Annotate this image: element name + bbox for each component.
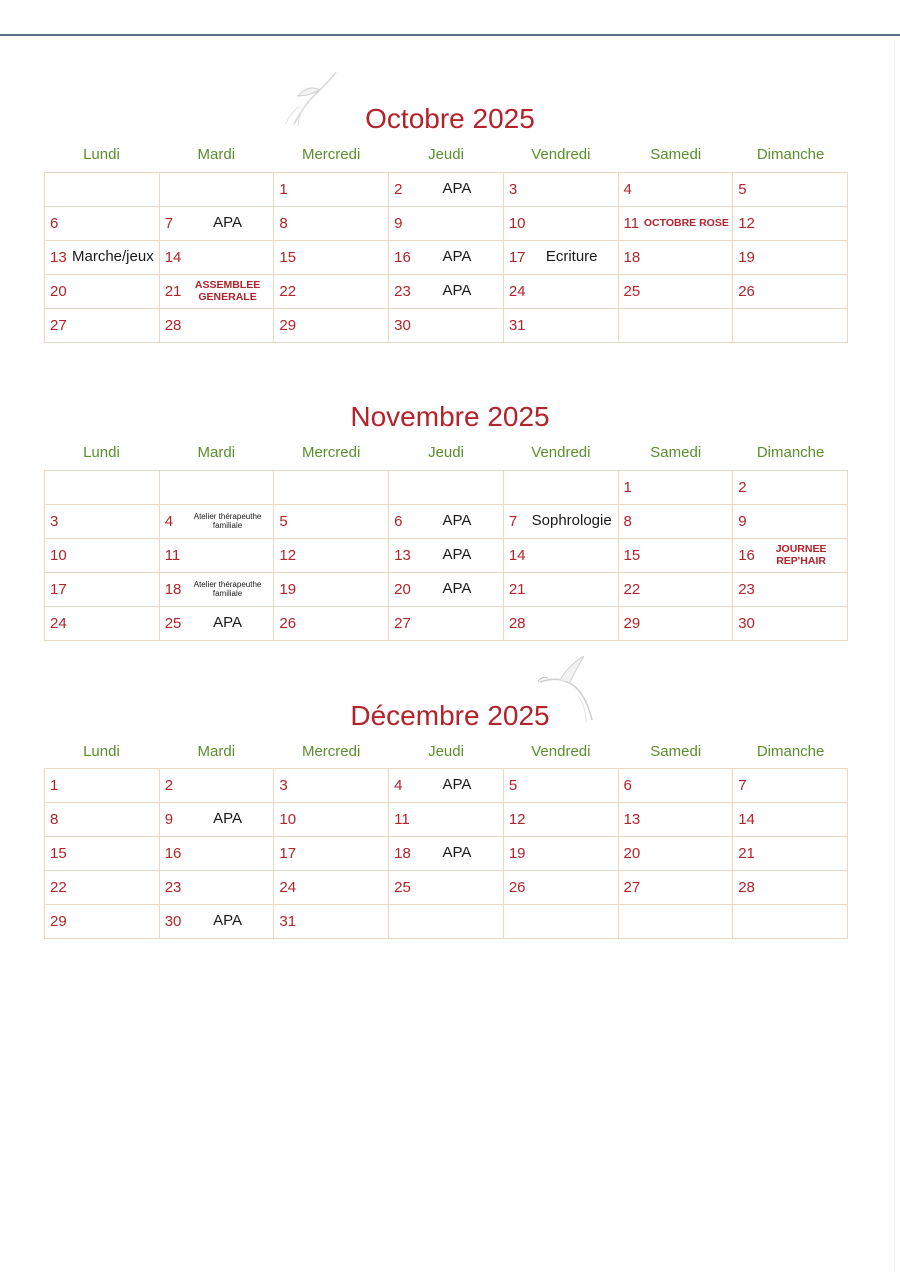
day-cell: [159, 769, 274, 803]
day-cell: [274, 769, 389, 803]
day-number: 7: [738, 777, 747, 794]
day-cell: [274, 607, 389, 641]
event-label: APA: [442, 580, 472, 598]
calendar-week-row: [45, 275, 848, 309]
day-number: 17: [279, 845, 297, 862]
day-number: 30: [738, 615, 755, 632]
day-number: 23: [738, 581, 755, 598]
day-cell: [503, 173, 618, 207]
day-cell: [45, 241, 160, 275]
day-cell: [389, 905, 504, 939]
day-number: 13: [50, 249, 67, 266]
day-number: 21: [508, 581, 526, 598]
day-cell: [159, 241, 274, 275]
day-number: 26: [508, 879, 526, 896]
weekday-header-row: [44, 738, 848, 768]
day-number: 12: [508, 811, 526, 828]
day-number: 15: [623, 547, 641, 564]
day-number: 1: [50, 777, 59, 794]
event-label: APA: [442, 546, 472, 564]
day-cell: [274, 573, 389, 607]
weekday-header-row: [44, 141, 848, 171]
day-number: 13: [394, 547, 411, 564]
day-number: 13: [623, 811, 641, 828]
calendar-week-row: [45, 573, 848, 607]
day-number: 17: [508, 249, 526, 266]
day-number: 2: [164, 777, 174, 794]
day-number: 8: [623, 513, 632, 530]
day-number: 3: [50, 513, 59, 530]
day-number: 10: [279, 811, 297, 828]
day-number: 25: [394, 879, 411, 896]
day-number: 20: [50, 283, 67, 300]
weekday-label: Jeudi: [428, 444, 464, 461]
day-cell: [733, 539, 848, 573]
calendar-week-row: [45, 871, 848, 905]
day-number: 24: [508, 283, 526, 300]
day-cell: [618, 573, 733, 607]
calendar-week-row: [45, 607, 848, 641]
day-cell: [274, 207, 389, 241]
day-cell: [159, 471, 274, 505]
day-cell: [389, 539, 504, 573]
weekday-label: Dimanche: [756, 743, 825, 760]
day-cell: [389, 207, 504, 241]
day-number: 18: [164, 581, 182, 598]
weekday-label: Lundi: [83, 743, 120, 760]
weekday-label: Mardi: [197, 146, 236, 163]
day-number: 31: [508, 317, 526, 334]
day-cell: [274, 173, 389, 207]
day-number: 25: [164, 615, 182, 632]
day-cell: [733, 769, 848, 803]
day-cell: [159, 173, 274, 207]
day-cell: [733, 837, 848, 871]
day-number: 14: [164, 249, 182, 266]
weekday-label: Samedi: [650, 146, 702, 163]
calendar-week-row: [45, 539, 848, 573]
day-cell: [389, 837, 504, 871]
day-cell: [618, 871, 733, 905]
day-cell: [274, 309, 389, 343]
day-number: 14: [508, 547, 526, 564]
day-number: 16: [738, 547, 755, 564]
day-cell: [733, 471, 848, 505]
day-cell: [389, 803, 504, 837]
day-cell: [618, 769, 733, 803]
day-number: 16: [394, 249, 411, 266]
day-number: 30: [164, 913, 182, 930]
event-label: Atelier thérapeuthe familiale: [193, 511, 262, 530]
day-number: 27: [623, 879, 641, 896]
event-label: APA: [213, 214, 242, 232]
event-label: JOURNEE REP'HAIR: [775, 542, 827, 567]
month-title-december: Décembre 2025: [350, 700, 550, 731]
day-cell: [45, 905, 160, 939]
day-cell: [274, 505, 389, 539]
weekday-label: Samedi: [650, 743, 702, 760]
day-cell: [159, 871, 274, 905]
day-cell: [274, 539, 389, 573]
day-number: 30: [394, 317, 411, 334]
day-cell: [503, 207, 618, 241]
day-cell: [618, 539, 733, 573]
day-cell: [618, 275, 733, 309]
weekday-label: Jeudi: [428, 743, 464, 760]
day-number: 28: [738, 879, 755, 896]
event-label: Sophrologie: [531, 512, 612, 530]
day-cell: [503, 275, 618, 309]
day-number: 7: [164, 215, 174, 232]
day-number: 21: [738, 845, 755, 862]
calendar-week-row: [45, 769, 848, 803]
day-number: 20: [623, 845, 641, 862]
day-number: 1: [279, 181, 288, 198]
day-cell: [618, 505, 733, 539]
event-label: Ecriture: [545, 248, 598, 266]
day-cell: [503, 539, 618, 573]
day-cell: [45, 803, 160, 837]
day-number: 9: [738, 513, 747, 530]
day-number: 22: [50, 879, 67, 896]
calendar-week-row: [45, 207, 848, 241]
day-cell: [733, 573, 848, 607]
day-cell: [503, 241, 618, 275]
day-number: 14: [738, 811, 755, 828]
day-cell: [274, 471, 389, 505]
event-label: OCTOBRE ROSE: [643, 216, 729, 229]
day-cell: [389, 275, 504, 309]
calendar-grid-november: [44, 470, 848, 641]
weekday-label: Vendredi: [531, 444, 591, 461]
event-label: APA: [442, 180, 472, 198]
day-number: 22: [623, 581, 641, 598]
day-cell: [389, 573, 504, 607]
day-number: 12: [279, 547, 297, 564]
day-cell: [733, 505, 848, 539]
event-label: APA: [213, 810, 242, 828]
day-cell: [45, 275, 160, 309]
day-cell: [733, 309, 848, 343]
top-rule: [0, 34, 900, 36]
weekday-label: Mercredi: [301, 743, 361, 760]
weekday-label: Dimanche: [756, 444, 825, 461]
day-cell: [733, 241, 848, 275]
calendar-week-row: [45, 173, 848, 207]
day-cell: [159, 275, 274, 309]
day-cell: [389, 607, 504, 641]
day-cell: [503, 471, 618, 505]
day-number: 25: [623, 283, 641, 300]
day-cell: [389, 871, 504, 905]
day-cell: [274, 275, 389, 309]
weekday-label: Lundi: [83, 444, 120, 461]
event-label: APA: [213, 912, 242, 930]
day-cell: [503, 905, 618, 939]
day-number: 20: [394, 581, 411, 598]
calendar-week-row: [45, 309, 848, 343]
calendar-week-row: [45, 837, 848, 871]
day-cell: [159, 309, 274, 343]
day-number: 8: [50, 811, 59, 828]
day-cell: [618, 207, 733, 241]
day-number: 15: [50, 845, 67, 862]
day-cell: [274, 803, 389, 837]
event-label: Marche/jeux: [72, 248, 154, 266]
day-number: 26: [279, 615, 297, 632]
day-number: 3: [279, 777, 288, 794]
event-label: Atelier thérapeuthe familiale: [193, 579, 262, 598]
day-number: 29: [279, 317, 297, 334]
day-cell: [618, 241, 733, 275]
day-number: 28: [508, 615, 526, 632]
day-number: 2: [394, 181, 403, 198]
day-number: 4: [164, 513, 174, 530]
day-cell: [45, 471, 160, 505]
day-number: 17: [50, 581, 67, 598]
day-cell: [389, 471, 504, 505]
day-cell: [45, 539, 160, 573]
day-cell: [45, 871, 160, 905]
day-cell: [733, 607, 848, 641]
day-number: 19: [508, 845, 526, 862]
day-number: 10: [50, 547, 67, 564]
day-number: 11: [394, 811, 410, 828]
event-label: APA: [442, 512, 472, 530]
day-number: 18: [623, 249, 641, 266]
weekday-label: Lundi: [83, 146, 120, 163]
day-cell: [618, 309, 733, 343]
event-label: APA: [213, 614, 242, 632]
day-cell: [45, 309, 160, 343]
day-cell: [389, 241, 504, 275]
day-number: 21: [164, 283, 182, 300]
day-number: 31: [279, 913, 297, 930]
day-cell: [503, 309, 618, 343]
day-number: 16: [164, 845, 182, 862]
day-cell: [503, 837, 618, 871]
calendar-week-row: [45, 803, 848, 837]
day-number: 24: [279, 879, 297, 896]
day-cell: [733, 803, 848, 837]
day-cell: [45, 207, 160, 241]
calendar-week-row: [45, 505, 848, 539]
day-cell: [733, 871, 848, 905]
day-number: 4: [623, 181, 632, 198]
day-number: 23: [164, 879, 182, 896]
day-number: 11: [164, 547, 181, 564]
day-cell: [389, 173, 504, 207]
day-cell: [274, 905, 389, 939]
day-cell: [618, 471, 733, 505]
event-label: APA: [442, 248, 472, 266]
day-cell: [503, 769, 618, 803]
day-cell: [45, 573, 160, 607]
day-number: 19: [738, 249, 755, 266]
day-number: 24: [50, 615, 67, 632]
calendar-grid-december: [44, 768, 848, 939]
day-cell: [618, 837, 733, 871]
day-cell: [159, 837, 274, 871]
day-cell: [159, 207, 274, 241]
day-number: 28: [164, 317, 182, 334]
weekday-label: Vendredi: [531, 146, 591, 163]
day-number: 27: [394, 615, 411, 632]
day-number: 10: [508, 215, 526, 232]
weekday-label: Mardi: [197, 743, 236, 760]
day-cell: [159, 573, 274, 607]
day-cell: [503, 871, 618, 905]
day-cell: [733, 173, 848, 207]
day-number: 5: [738, 181, 747, 198]
day-cell: [159, 905, 274, 939]
day-number: 6: [623, 777, 632, 794]
event-label: APA: [442, 844, 472, 862]
day-cell: [733, 905, 848, 939]
day-cell: [503, 803, 618, 837]
day-cell: [274, 837, 389, 871]
day-cell: [159, 505, 274, 539]
day-cell: [274, 871, 389, 905]
day-number: 6: [50, 215, 59, 232]
weekday-label: Dimanche: [756, 146, 825, 163]
day-cell: [389, 309, 504, 343]
weekday-label: Mardi: [197, 444, 236, 461]
day-number: 2: [738, 479, 747, 496]
day-number: 18: [394, 845, 411, 862]
day-number: 3: [508, 181, 518, 198]
day-number: 8: [279, 215, 288, 232]
day-cell: [45, 769, 160, 803]
day-number: 29: [623, 615, 641, 632]
day-cell: [618, 905, 733, 939]
day-cell: [733, 275, 848, 309]
day-cell: [389, 505, 504, 539]
day-cell: [503, 607, 618, 641]
day-cell: [389, 769, 504, 803]
day-number: 11: [623, 215, 640, 232]
day-number: 1: [623, 479, 632, 496]
day-number: 22: [279, 283, 297, 300]
event-label: APA: [442, 282, 472, 300]
weekday-label: Mercredi: [301, 444, 361, 461]
day-cell: [159, 607, 274, 641]
month-title-november: Novembre 2025: [350, 401, 550, 432]
day-cell: [159, 539, 274, 573]
day-cell: [45, 837, 160, 871]
day-cell: [618, 607, 733, 641]
day-cell: [274, 241, 389, 275]
weekday-label: Vendredi: [531, 743, 591, 760]
month-title-october: Octobre 2025: [365, 103, 535, 134]
event-label: APA: [442, 776, 472, 794]
day-cell: [503, 505, 618, 539]
day-number: 7: [508, 513, 518, 530]
day-number: 6: [394, 513, 403, 530]
weekday-label: Jeudi: [428, 146, 464, 163]
day-number: 27: [50, 317, 67, 334]
right-rule: [894, 40, 895, 1272]
calendar-week-row: [45, 241, 848, 275]
day-number: 15: [279, 249, 297, 266]
weekday-label: Samedi: [650, 444, 702, 461]
day-cell: [503, 573, 618, 607]
day-cell: [733, 207, 848, 241]
day-number: 29: [50, 913, 67, 930]
calendar-week-row: [45, 905, 848, 939]
day-number: 5: [279, 513, 288, 530]
day-cell: [45, 505, 160, 539]
day-cell: [618, 803, 733, 837]
day-cell: [45, 173, 160, 207]
calendar-grid-october: [44, 172, 848, 343]
day-number: 26: [738, 283, 755, 300]
weekday-label: Mercredi: [301, 146, 361, 163]
event-label: ASSEMBLEE GENERALE: [194, 278, 261, 303]
day-number: 23: [394, 283, 411, 300]
day-cell: [618, 173, 733, 207]
day-number: 9: [164, 811, 174, 828]
weekday-header-row: [44, 439, 848, 469]
day-number: 5: [508, 777, 518, 794]
day-number: 9: [394, 215, 403, 232]
day-number: 19: [279, 581, 297, 598]
day-number: 12: [738, 215, 755, 232]
day-cell: [159, 803, 274, 837]
day-cell: [45, 607, 160, 641]
day-number: 4: [394, 777, 403, 794]
calendar-week-row: [45, 471, 848, 505]
